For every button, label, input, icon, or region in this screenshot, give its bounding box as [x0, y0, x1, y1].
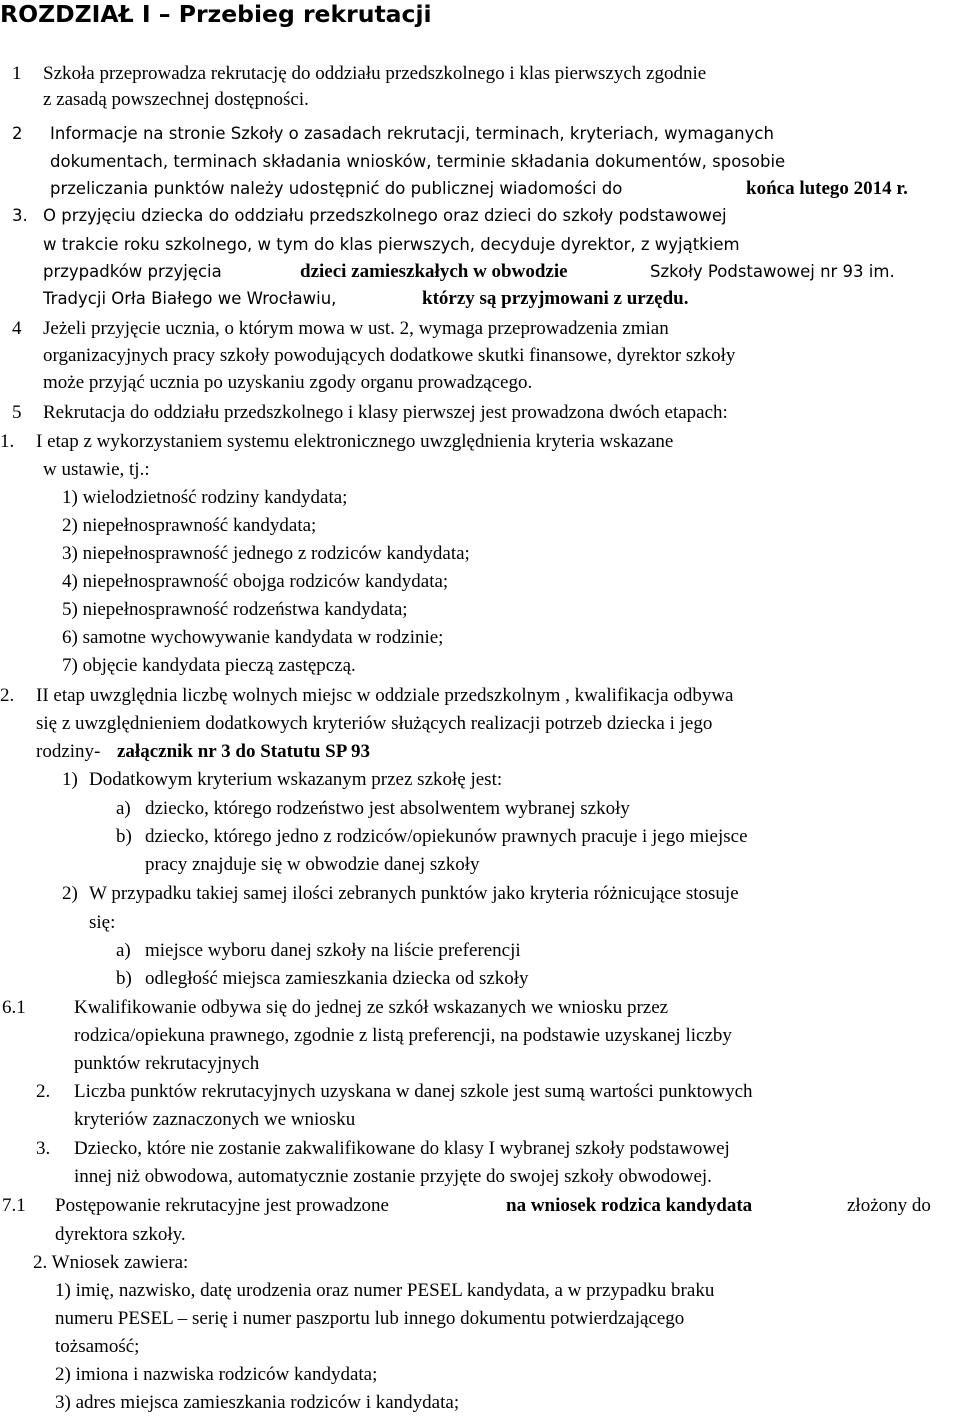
application-item-1-line-2: numeru PESEL – serię i numer paszportu lub innego dokumentu potwierdzającego — [55, 1308, 685, 1329]
paragraph-4-number: 4 — [12, 318, 22, 339]
criteria-item: 2) niepełnosprawność kandydata; — [62, 515, 317, 536]
paragraph-2-line-3: przeliczania punktów należy udostępnić do publicznej wiadomości do końca lutego 2014 r. — [0, 175, 960, 202]
paragraph-6-2-line-1: 2. Liczba punktów rekrutacyjnych uzyskana w danej szkole jest sumą wartości punktowych — [36, 1081, 753, 1102]
paragraph-1-text: Szkoła przeprowadza rekrutację do oddziału przedszkolnego i klas pierwszych zgodnie — [43, 63, 707, 84]
stage-2-line-1: 2. II etap uwzględnia liczbę wolnych miejsc w oddziale przedszkolnym , kwalifikacja odbywa — [0, 682, 960, 709]
tiebreak-criterion-line-1: 2) W przypadku takiej samej ilości zebranych punktów jako kryteria różnicujące stosuje — [62, 883, 739, 904]
paragraph-5-line-1: 5 Rekrutacja do oddziału przedszkolnego i klasy pierwszej jest prowadzona dwóch etapach: — [0, 399, 960, 426]
criteria-item: 3) niepełnosprawność jednego z rodziców kandydata; — [62, 543, 470, 564]
paragraph-6-line-2: rodzica/opiekuna prawnego, zgodnie z listą preferencji, na podstawie uzyskanej liczby — [74, 1025, 732, 1046]
paragraph-7-line-2: dyrektora szkoły. — [55, 1224, 186, 1245]
criteria-item: 6) samotne wychowywanie kandydata w rodzinie; — [62, 627, 444, 648]
stage-1-line-2: w ustawie, tj.: — [43, 459, 150, 480]
paragraph-3-number: 3. — [12, 206, 28, 225]
tiebreak-criterion-a: a) miejsce wyboru danej szkoły na liście preferencji — [116, 940, 521, 961]
additional-criterion-1b-line-1: b) dziecko, którego jedno z rodziców/opiekunów prawnych pracuje i jego miejsce — [116, 826, 748, 847]
stage-1-number: 1. — [0, 431, 15, 452]
paragraph-2-line-1: 2 Informacje na stronie Szkoły o zasadach rekrutacji, terminach, kryteriach, wymaganych — [0, 120, 960, 147]
paragraph-2-line-2: dokumentach, terminach składania wniosków, terminie składania dokumentów, sposobie — [50, 152, 786, 171]
paragraph-4-line-2: organizacyjnych pracy szkoły powodujących dodatkowe skutki finansowe, dyrektor szkoły — [43, 345, 736, 366]
paragraph-6-3-line-1: 3. Dziecko, które nie zostanie zakwalifikowane do klasy I wybranej szkoły podstawowej — [36, 1138, 730, 1159]
paragraph-3-line-3: przypadków przyjęcia dzieci zamieszkałych w obwodzie Szkoły Podstawowej nr 93 im. — [43, 261, 895, 282]
paragraph-4-line-3: może przyjąć ucznia po uzyskaniu zgody organu prowadzącego. — [43, 372, 533, 393]
paragraph-1-line-2: z zasadą powszechnej dostępności. — [43, 89, 309, 110]
paragraph-4-line-1: 4 Jeżeli przyjęcie ucznia, o którym mowa w ust. 2, wymaga przeprowadzenia zmian — [0, 315, 960, 342]
paragraph-1-number: 1 — [12, 63, 22, 84]
paragraph-6-line-1: 6.1 Kwalifikowanie odbywa się do jednej ze szkół wskazanych we wniosku przez — [0, 994, 960, 1021]
deadline-text: końca lutego 2014 r. — [746, 178, 908, 199]
criteria-item: 1) wielodzietność rodziny kandydata; — [62, 487, 348, 508]
stage-2-number: 2. — [0, 685, 15, 706]
paragraph-3-line-4: Tradycji Orła Białego we Wrocławiu, którzy są przyjmowani z urzędu. — [43, 288, 689, 309]
paragraph-6-3-line-2: innej niż obwodowa, automatycznie zostanie przyjęte do swojej szkoły obwodowej. — [74, 1166, 712, 1187]
paragraph-3-line-1: 3. O przyjęciu dziecka do oddziału przedszkolnego oraz dzieci do szkoły podstawowej — [0, 202, 960, 229]
tiebreak-criterion-line-2: się: — [89, 912, 116, 933]
application-item-1-line-1: 1) imię, nazwisko, datę urodzenia oraz numer PESEL kandydata, a w przypadku braku — [55, 1280, 715, 1301]
additional-criterion-1a: a) dziecko, którego rodzeństwo jest absolwentem wybranej szkoły — [116, 798, 630, 819]
paragraph-6-number: 6.1 — [2, 997, 26, 1018]
paragraph-6-2-line-2: kryteriów zaznaczonych we wniosku — [74, 1109, 356, 1130]
criteria-item: 4) niepełnosprawność obojga rodziców kandydata; — [62, 571, 449, 592]
criteria-item: 5) niepełnosprawność rodzeństwa kandydata; — [62, 599, 408, 620]
application-item-1-line-3: tożsamość; — [55, 1336, 140, 1357]
paragraph-1-line-1 — [0, 60, 960, 87]
paragraph-3-line-2: w trakcie roku szkolnego, w tym do klas pierwszych, decyduje dyrektor, z wyjątkiem — [43, 235, 740, 254]
paragraph-7-line-1: 7.1 Postępowanie rekrutacyjne jest prowadzone na wniosek rodzica kandydata złożony do — [0, 1192, 960, 1219]
paragraph-7-2: 2. Wniosek zawiera: — [33, 1252, 189, 1273]
stage-2-line-3: rodziny- załącznik nr 3 do Statutu SP 93 — [0, 738, 960, 765]
stage-2-line-2: się z uwzględnieniem dodatkowych kryteriów służących realizacji potrzeb dziecka i jego — [36, 713, 713, 734]
tiebreak-criterion-b: b) odległość miejsca zamieszkania dziecka od szkoły — [116, 968, 529, 989]
criteria-item: 7) objęcie kandydata pieczą zastępczą. — [62, 655, 356, 676]
page-title: ROZDZIAŁ I – Przebieg rekrutacji — [0, 0, 432, 28]
application-item-3: 3) adres miejsca zamieszkania rodziców i kandydata; — [55, 1392, 460, 1413]
additional-criterion-1b-line-2: pracy znajduje się w obwodzie danej szkoły — [145, 854, 480, 875]
stage-1-line-1: 1. I etap z wykorzystaniem systemu elektronicznego uwzględnienia kryteria wskazane — [0, 428, 960, 455]
paragraph-2-number: 2 — [12, 124, 23, 143]
additional-criterion-1: 1) Dodatkowym kryterium wskazanym przez szkołę jest: — [62, 769, 503, 790]
application-item-2: 2) imiona i nazwiska rodziców kandydata; — [55, 1364, 378, 1385]
paragraph-6-line-3: punktów rekrutacyjnych — [74, 1053, 260, 1074]
paragraph-5-number: 5 — [12, 402, 22, 423]
attachment-reference: załącznik nr 3 do Statutu SP 93 — [117, 741, 371, 762]
paragraph-7-number: 7.1 — [2, 1195, 26, 1216]
